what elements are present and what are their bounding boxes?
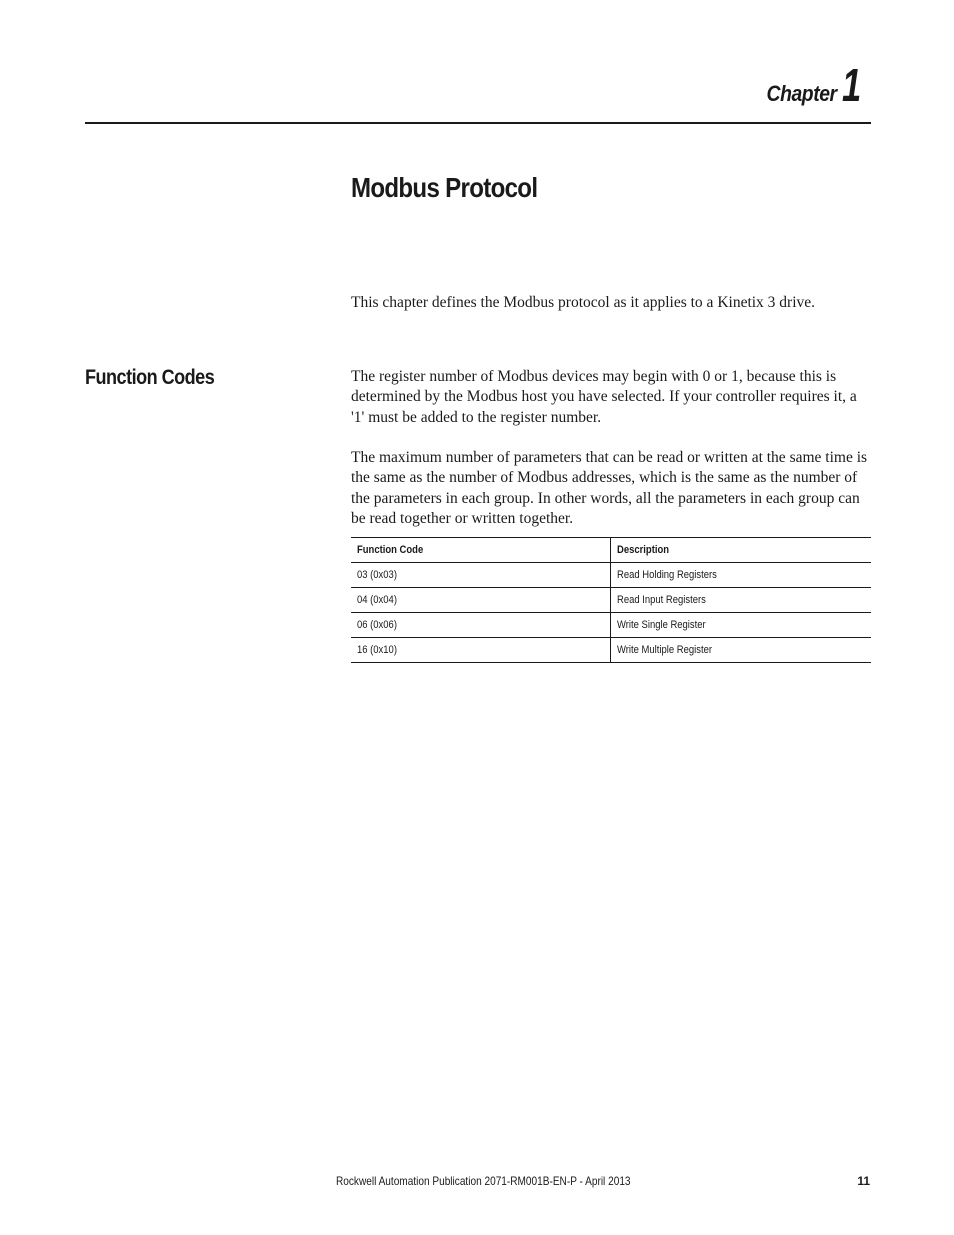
chapter-label: Chapter bbox=[766, 81, 837, 106]
table-row bbox=[351, 588, 871, 613]
table-header-row bbox=[351, 538, 871, 563]
function-code-cell: 06 (0x06) bbox=[351, 613, 611, 638]
description-cell: Write Single Register bbox=[611, 613, 872, 638]
column-header-description: Description bbox=[611, 538, 872, 563]
function-code-cell: 03 (0x03) bbox=[351, 563, 611, 588]
header-divider bbox=[85, 122, 871, 124]
chapter-header bbox=[757, 59, 868, 111]
register-number-paragraph: The register number of Modbus devices may begin with 0 or 1, because this is determined by the Modbus host you have selected. If your controller requires it, a '1' must be added to the register number. bbox=[351, 368, 857, 426]
chapter-number: 1 bbox=[842, 59, 862, 111]
description-cell: Write Multiple Register bbox=[611, 638, 872, 663]
max-parameters-paragraph: The maximum number of parameters that can be read or written at the same time is the same as the number of Modbus addresses, which is the same as the number of the parameters in each group. In other words, all the parameters in each group can be read together or written together. bbox=[351, 449, 868, 527]
footer-publication: Rockwell Automation Publication 2071-RM001B-EN-P - April 2013 bbox=[336, 1174, 631, 1188]
function-code-cell: 04 (0x04) bbox=[351, 588, 611, 613]
intro-paragraph: This chapter defines the Modbus protocol as it applies to a Kinetix 3 drive. bbox=[351, 294, 816, 311]
table-row bbox=[351, 613, 871, 638]
table-row bbox=[351, 563, 871, 588]
column-header-function-code: Function Code bbox=[351, 538, 611, 563]
function-codes-table bbox=[351, 537, 871, 663]
function-code-cell: 16 (0x10) bbox=[351, 638, 611, 663]
description-cell: Read Holding Registers bbox=[611, 563, 872, 588]
description-cell: Read Input Registers bbox=[611, 588, 872, 613]
section-heading-function-codes: Function Codes bbox=[85, 366, 215, 389]
table-row bbox=[351, 638, 871, 663]
footer-page-number: 11 bbox=[857, 1174, 870, 1188]
page-title: Modbus Protocol bbox=[351, 172, 538, 203]
